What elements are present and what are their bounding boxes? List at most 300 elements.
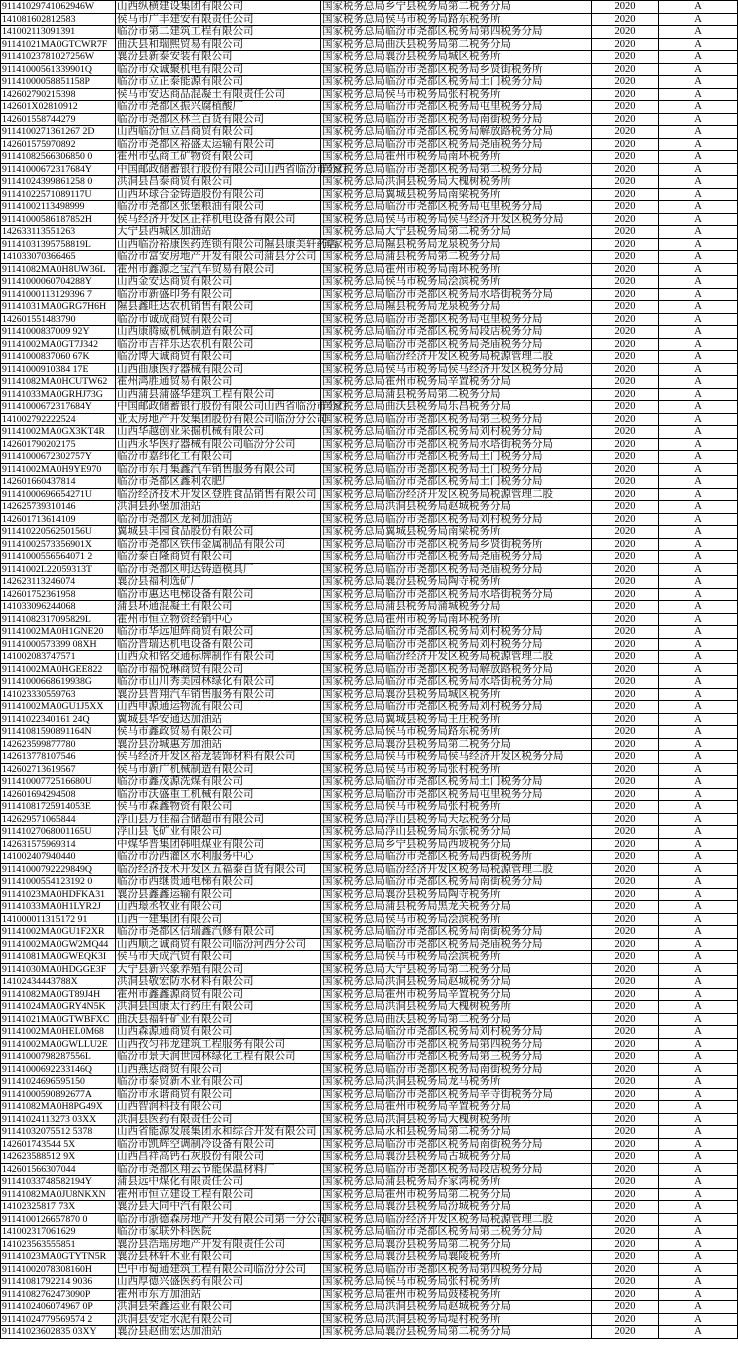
year-cell: 2020 [592,963,659,976]
credit-grade-cell: A [659,226,738,239]
credit-grade-cell: A [659,351,738,364]
taxpayer-name-cell: 洪洞县孙堡加油站 [116,501,321,514]
taxpayer-id-cell: 91141033MA0H1LYR2J [1,901,116,914]
tax-authority-cell: 国家税务总局霍州市税务局南环税务所 [321,613,592,626]
credit-grade-cell: A [659,1088,738,1101]
table-row [1,1251,738,1264]
credit-grade-cell: A [659,713,738,726]
taxpayer-name-cell: 山西一建集团有限公司 [116,913,321,926]
credit-grade-cell: A [659,251,738,264]
tax-authority-cell: 国家税务总局临汾市尧都区税务局段店税务分局 [321,326,592,339]
tax-authority-cell: 国家税务总局临汾市尧都区税务局南街税务分局 [321,113,592,126]
table-row [1,1188,738,1201]
taxpayer-name-cell: 浮山县万佳福合储超市有限公司 [116,813,321,826]
year-cell: 2020 [592,801,659,814]
year-cell: 2020 [592,863,659,876]
credit-grade-cell: A [659,876,738,889]
credit-grade-cell: A [659,676,738,689]
taxpayer-id-cell: 91141031MA0GRG7H6H [1,301,116,314]
taxpayer-id-cell: 141002792222524 [1,413,116,426]
taxpayer-name-cell: 临汾市福悦琳商贸有限公司 [116,663,321,676]
taxpayer-id-cell: 141023330559763 [1,688,116,701]
table-row [1,1288,738,1301]
table-row [1,551,738,564]
credit-grade-cell: A [659,563,738,576]
year-cell: 2020 [592,888,659,901]
credit-grade-cell: A [659,1213,738,1226]
table-row [1,188,738,201]
table-row [1,1263,738,1276]
taxpayer-id-cell: 91141081590891164N [1,726,116,739]
taxpayer-id-cell: 91141082MA0H8UW36L [1,263,116,276]
taxpayer-id-cell: 142602790215398 [1,88,116,101]
taxpayer-name-cell: 曲沃县和瑞熙贸易有限公司 [116,38,321,51]
taxpayer-name-cell: 襄汾县汾城惠芳加油站 [116,738,321,751]
taxpayer-id-cell: 91141000556564071 2 [1,551,116,564]
tax-authority-cell: 国家税务总局侯马市税务局浍滨税务所 [321,276,592,289]
tax-authority-cell: 国家税务总局乡宁县税务局西坡税务分局 [321,838,592,851]
taxpayer-id-cell: 142601558744279 [1,113,116,126]
year-cell: 2020 [592,101,659,114]
credit-grade-cell: A [659,1288,738,1301]
year-cell: 2020 [592,913,659,926]
tax-authority-cell: 国家税务总局临汾市尧都区税务局土门税务分局 [321,451,592,464]
year-cell: 2020 [592,276,659,289]
tax-authority-cell: 国家税务总局洪洞县税务局大槐树税务所 [321,1001,592,1014]
taxpayer-name-cell: 临汾市凯辉空调制冷设备有限公司 [116,1138,321,1151]
credit-grade-cell: A [659,288,738,301]
tax-authority-cell: 国家税务总局临汾市尧都区税务局尧庙税务分局 [321,138,592,151]
taxpayer-name-cell: 襄汾县福利选矿厂 [116,576,321,589]
year-cell: 2020 [592,588,659,601]
taxpayer-id-cell: 142601551483790 [1,313,116,326]
tax-authority-cell: 国家税务总局浮山县税务局天坛税务分局 [321,813,592,826]
table-row [1,13,738,26]
taxpayer-id-cell: 14102325817 73X [1,1201,116,1214]
year-cell: 2020 [592,713,659,726]
table-row [1,38,738,51]
taxpayer-id-cell: 91141002MA0GT7J342 [1,338,116,351]
taxpayer-id-cell: 91141000113129396 7 [1,288,116,301]
taxpayer-id-cell: 142602713619567 [1,763,116,776]
credit-grade-cell: A [659,663,738,676]
table-row [1,1176,738,1189]
table-row [1,701,738,714]
year-cell: 2020 [592,751,659,764]
taxpayer-id-cell: 142601713614109 [1,513,116,526]
table-row [1,101,738,114]
taxpayer-id-cell: 142601566307044 [1,1163,116,1176]
credit-grade-cell: A [659,926,738,939]
taxpayer-id-cell: 91141000692233146Q [1,1063,116,1076]
taxpayer-id-cell: 91141002MA0H9YE970 [1,463,116,476]
tax-authority-cell: 国家税务总局洪洞县税务局龙马税务所 [321,1076,592,1089]
credit-grade-cell: A [659,88,738,101]
taxpayer-name-cell: 临汾市尧都区铁伟金属制品有限公司 [116,538,321,551]
year-cell: 2020 [592,788,659,801]
taxpayer-name-cell: 洪洞县昌泰商贸有限公司 [116,176,321,189]
year-cell: 2020 [592,1126,659,1139]
tax-authority-cell: 国家税务总局临汾市尧都区税务局屯里税务分局 [321,313,592,326]
taxpayer-id-cell: 91141082566306850 0 [1,151,116,164]
tax-authority-cell: 国家税务总局霍州市税务局辛置税务分局 [321,376,592,389]
year-cell: 2020 [592,851,659,864]
taxpayer-name-cell: 侯马市新广机械制造有限公司 [116,763,321,776]
taxpayer-id-cell: 142601752361958 [1,588,116,601]
credit-grade-cell: A [659,801,738,814]
tax-authority-cell: 国家税务总局隰县税务局龙泉税务分局 [321,238,592,251]
taxpayer-id-cell: 91141000792229849Q [1,863,116,876]
credit-grade-cell: A [659,1188,738,1201]
taxpayer-name-cell: 蒲县环通混凝土有限公司 [116,601,321,614]
tax-authority-cell: 国家税务总局侯马市税务局浍滨税务所 [321,951,592,964]
tax-authority-cell: 国家税务总局翼城县税务局南梁税务所 [321,188,592,201]
taxpayer-name-cell: 中国邮政储蓄银行股份有限公司山西省临汾市分行 [117,401,348,412]
taxpayer-name-cell: 山西厚德兴盛医药有限公司 [116,1276,321,1289]
table-row [1,1213,738,1226]
taxpayer-id-cell: 91141002MA0GU1J5XX [1,701,116,714]
table-row [1,176,738,189]
tax-authority-cell: 国家税务总局侯马市税务局路东税务所 [321,13,592,26]
taxpayer-name-cell: 山西顺之诚商贸有限公司临汾河西分公司 [116,938,321,951]
taxpayer-name-cell: 临汾市景天润世园林绿化工程有限公司 [116,1051,321,1064]
year-cell: 2020 [592,51,659,64]
credit-grade-cell: A [659,976,738,989]
taxpayer-name-cell: 山西曲康医疗器械有限公司 [116,363,321,376]
tax-authority-cell: 国家税务总局襄汾县税务局汾城税务分局 [321,1201,592,1214]
taxpayer-name-cell: 临汾市东月集鑫汽车销售服务有限公司 [116,463,321,476]
year-cell: 2020 [592,1088,659,1101]
taxpayer-name-cell: 霍州市东方加油站 [116,1288,321,1301]
year-cell: 2020 [592,13,659,26]
credit-grade-cell: A [659,151,738,164]
taxpayer-name-cell: 临汾市立正泰能源有限公司 [116,76,321,89]
tax-authority-cell: 国家税务总局临汾市尧都区税务局水塔街税务分局 [321,438,592,451]
taxpayer-name-cell: 临汾市永谐商贸有限公司 [116,1088,321,1101]
taxpayer-id-cell: 142629571065844 [1,813,116,826]
table-row [1,1026,738,1039]
taxpayer-name-cell: 临汾市家联外科医院 [116,1226,321,1239]
taxpayer-id-cell: 91141002MA0HEL0M68 [1,1026,116,1039]
taxpayer-id-cell: 91141000060704288Y [1,276,116,289]
tax-authority-cell: 国家税务总局临汾市尧都区税务局第四税务分局 [321,1263,592,1276]
credit-grade-cell: A [659,1326,738,1339]
credit-grade-cell: A [659,1038,738,1051]
tax-authority-cell: 国家税务总局侯马市税务局张村税务所 [321,763,592,776]
tax-authority-cell: 国家税务总局翼城县税务局王庄税务所 [321,713,592,726]
year-cell: 2020 [592,538,659,551]
table-row [1,963,738,976]
tax-authority-cell: 国家税务总局隰县税务局龙泉税务分局 [321,301,592,314]
table-row [1,326,738,339]
taxpayer-id-cell: 142623588512 9X [1,1151,116,1164]
table-row [1,1313,738,1326]
taxpayer-id-cell: 91141000837060 67K [1,351,116,364]
tax-authority-cell: 国家税务总局临汾经济开发区税务局税源管理二股 [321,863,592,876]
credit-grade-cell: A [659,838,738,851]
credit-grade-cell: A [659,1113,738,1126]
taxpayer-id-cell: 91141082MA0JU8NKXN [1,1188,116,1201]
tax-authority-cell: 国家税务总局侯马市税务局张村税务所 [321,1276,592,1289]
year-cell: 2020 [592,163,659,176]
taxpayer-name-cell: 山西永华医疗器械有限公司临汾分公司 [116,438,321,451]
credit-grade-cell: A [659,263,738,276]
tax-authority-cell: 国家税务总局临汾市尧都区税务局第三税务分局 [321,1051,592,1064]
year-cell: 2020 [592,638,659,651]
year-cell: 2020 [592,63,659,76]
taxpayer-id-cell: 91141030MA0HDGGE3F [1,963,116,976]
table-row [1,251,738,264]
tax-authority-cell: 国家税务总局临汾市尧都区税务局土门税务分局 [321,476,592,489]
taxpayer-id-cell: 142601790202175 [1,438,116,451]
table-row [1,763,738,776]
tax-authority-cell: 国家税务总局蒲县税务局黑龙关税务分局 [321,901,592,914]
tax-authority-cell: 国家税务总局临汾市尧都区税务局解放路税务分局 [321,663,592,676]
table-row [1,713,738,726]
table-row [1,426,738,439]
table-row [1,613,738,626]
table-row [1,1013,738,1026]
taxpayer-id-cell: 9114100126657870 0 [1,1213,116,1226]
year-cell: 2020 [592,1038,659,1051]
tax-authority-cell: 国家税务总局临汾市尧都区税务局土门税务分局 [321,776,592,789]
tax-authority-cell: 国家税务总局曲沃县税务局第二税务分局 [321,38,592,51]
taxpayer-id-cell: 141033096244068 [1,601,116,614]
tax-authority-cell: 国家税务总局洪洞县税务局赵城税务分局 [321,1301,592,1314]
table-row [1,1151,738,1164]
taxpayer-id-cell: 9114102406074967 0P [1,1301,116,1314]
credit-grade-cell: A [659,1176,738,1189]
credit-grade-cell: A [659,488,738,501]
taxpayer-name-cell: 临汾市尧都区龙祠加油站 [116,513,321,526]
credit-grade-cell: A [659,638,738,651]
year-cell: 2020 [592,1013,659,1026]
year-cell: 2020 [592,1163,659,1176]
taxpayer-id-cell: 142625739310146 [1,501,116,514]
credit-grade-cell: A [659,138,738,151]
credit-grade-cell: A [659,963,738,976]
taxpayer-id-cell: 141002407940440 [1,851,116,864]
year-cell: 2020 [592,1201,659,1214]
table-row [1,951,738,964]
taxpayer-id-cell: 91141002MA0GX3KT4R [1,426,116,439]
year-cell: 2020 [592,763,659,776]
taxpayer-name-cell: 山西环球合金铸造股份有限公司 [116,188,321,201]
credit-grade-cell: A [659,826,738,839]
table-row [1,301,738,314]
credit-grade-cell: A [659,26,738,39]
table-row [1,1326,738,1339]
year-cell: 2020 [592,1026,659,1039]
taxpayer-name-cell: 霍州市鑫源之宝汽车贸易有限公司 [116,263,321,276]
taxpayer-name-cell: 临汾市尧都区张堡粮油有限公司 [116,201,321,214]
credit-grade-cell: A [659,851,738,864]
credit-grade-cell: A [659,738,738,751]
credit-grade-cell: A [659,363,738,376]
taxpayer-name-cell: 襄汾县大同中汽有限公司 [116,1201,321,1214]
credit-grade-cell: A [659,501,738,514]
table-row [1,376,738,389]
tax-authority-cell: 国家税务总局襄汾县税务局第二税务分局 [321,1238,592,1251]
year-cell: 2020 [592,1051,659,1064]
year-cell: 2020 [592,138,659,151]
taxpayer-name-cell: 襄汾县鑫鑫运输有限公司 [116,888,321,901]
credit-grade-cell: A [659,776,738,789]
credit-grade-cell: A [659,1226,738,1239]
tax-authority-cell: 国家税务总局临汾市尧都区税务局尧庙税务分局 [321,338,592,351]
table-row [1,588,738,601]
year-cell: 2020 [592,1238,659,1251]
credit-grade-cell: A [659,513,738,526]
taxpayer-name-cell: 襄汾县新泰安装有限公司 [116,51,321,64]
taxpayer-id-cell: 91141022056250156U [1,526,116,539]
tax-authority-cell: 国家税务总局洪洞县税务局赵城税务分局 [321,501,592,514]
credit-grade-cell: A [659,688,738,701]
year-cell: 2020 [592,1,659,14]
taxpayer-id-cell: 142623599877780 [1,738,116,751]
taxpayer-id-cell: 141002113091391 [1,26,116,39]
tax-authority-cell: 国家税务总局翼城县税务局南梁税务所 [321,526,592,539]
taxpayer-id-cell: 14102434443788X [1,976,116,989]
taxpayer-id-cell: 91141081725914053E [1,801,116,814]
taxpayer-name-cell: 临汾市山川秀美园林绿化有限公司 [116,676,321,689]
credit-grade-cell: A [659,1251,738,1264]
year-cell: 2020 [592,901,659,914]
year-cell: 2020 [592,301,659,314]
tax-authority-cell: 国家税务总局临汾市尧都区税务局尧庙税务分局 [321,563,592,576]
taxpayer-name-cell: 曲沃县福轩矿业有限公司 [116,1013,321,1026]
taxpayer-id-cell: 141081602812583 [1,13,116,26]
credit-grade-cell: A [659,1138,738,1151]
year-cell: 2020 [592,1263,659,1276]
tax-authority-cell: 国家税务总局临汾经济开发区税务局税源管理二股 [321,1213,592,1226]
tax-authority-cell: 国家税务总局襄汾县税务局城区税务所 [321,51,592,64]
table-row [1,926,738,939]
credit-grade-cell: A [659,988,738,1001]
taxpayer-name-cell: 亚太房地产开发集团股份有限公司临汾分公司 [117,413,327,425]
year-cell: 2020 [592,426,659,439]
year-cell: 2020 [592,613,659,626]
credit-grade-cell: A [659,626,738,639]
table-row [1,601,738,614]
year-cell: 2020 [592,513,659,526]
credit-grade-cell: A [659,1051,738,1064]
year-cell: 2020 [592,1076,659,1089]
credit-grade-cell: A [659,1238,738,1251]
year-cell: 2020 [592,1101,659,1114]
tax-authority-cell: 国家税务总局临汾市尧都区税务局南街税务分局 [321,1138,592,1151]
taxpayer-id-cell: 141033070366465 [1,251,116,264]
year-cell: 2020 [592,501,659,514]
credit-grade-cell: A [659,388,738,401]
taxpayer-name-cell: 山西金安达商贸有限公司 [116,276,321,289]
taxpayer-id-cell: 91141002113498999 [1,201,116,214]
taxpayer-name-cell: 山西燕达商贸有限公司 [116,1063,321,1076]
year-cell: 2020 [592,1176,659,1189]
taxpayer-id-cell: 91141000696654271U [1,488,116,501]
taxpayer-name-cell: 中国邮政储蓄银行股份有限公司山西省临汾市分行 [117,163,348,175]
credit-grade-cell: A [659,938,738,951]
tax-authority-cell: 国家税务总局蒲县税务局第二税务分局 [321,388,592,401]
taxpayer-name-cell: 临汾市尧都区振兴腐植酸厂 [116,101,321,114]
year-cell: 2020 [592,1113,659,1126]
credit-grade-cell: A [659,1013,738,1026]
taxpayer-name-cell: 洪洞县敬宏防水材料有限公司 [116,976,321,989]
table-row [1,513,738,526]
year-cell: 2020 [592,401,659,414]
credit-grade-cell: A [659,788,738,801]
table-row [1,313,738,326]
credit-grade-cell: A [659,1263,738,1276]
tax-authority-cell: 国家税务总局霍州市税务局辛置税务分局 [321,1101,592,1114]
credit-grade-cell: A [659,238,738,251]
tax-authority-cell: 国家税务总局临汾市尧都区税务局水塔街税务分局 [321,676,592,689]
tax-authority-cell: 国家税务总局临汾市尧都区税务局尧庙税务分局 [321,938,592,951]
taxpayer-name-cell: 侯马经济开发区正祥机电设备有限公司 [116,213,321,226]
taxpayer-id-cell: 91141082317095829L [1,613,116,626]
year-cell: 2020 [592,813,659,826]
credit-grade-cell: A [659,951,738,964]
tax-authority-cell: 国家税务总局侯马市税务局侯马经济开发区税务分局 [321,751,592,764]
credit-grade-cell: A [659,588,738,601]
credit-grade-cell: A [659,1201,738,1214]
taxpayer-name-cell: 翼城县丰园食品股份有限公司 [116,526,321,539]
year-cell: 2020 [592,388,659,401]
year-cell: 2020 [592,1288,659,1301]
year-cell: 2020 [592,1313,659,1326]
table-row [1,788,738,801]
table-row [1,526,738,539]
tax-authority-cell: 国家税务总局临汾市尧都区税务局第四税务分局 [321,26,592,39]
tax-authority-cell: 国家税务总局侯马市税务局侯马经济开发区税务分局 [321,363,592,376]
tax-authority-cell: 国家税务总局洪洞县税务局大槐树税务所 [321,176,592,189]
tax-authority-cell: 国家税务总局临汾经济开发区税务局税源管理二股 [321,351,592,364]
tax-authority-cell: 国家税务总局临汾市尧都区税务局土门税务分局 [321,76,592,89]
credit-grade-cell: A [659,863,738,876]
credit-grade-cell: A [659,113,738,126]
taxpayer-name-cell: 山西璟丞牧业有限公司 [116,901,321,914]
table-row [1,88,738,101]
taxpayer-name-cell: 临汾市诚成商贸有限公司 [116,313,321,326]
year-cell: 2020 [592,126,659,139]
taxpayer-name-cell: 临汾市鑫茂源洗煤有限公司 [116,776,321,789]
tax-authority-cell: 国家税务总局霍州市税务局鼓楼税务所 [321,1288,592,1301]
credit-grade-cell: A [659,426,738,439]
tax-authority-cell: 国家税务总局临汾市尧都区税务局刘村税务分局 [321,638,592,651]
tax-authority-cell: 国家税务总局襄汾县税务局古城税务分局 [321,1151,592,1164]
table-row [1,726,738,739]
tax-authority-cell: 国家税务总局临汾市尧都区税务局屯里税务分局 [321,788,592,801]
table-row [1,1088,738,1101]
taxpayer-id-cell: 91141024113273 03XX [1,1113,116,1126]
table-row [1,388,738,401]
credit-grade-cell: A [659,813,738,826]
taxpayer-id-cell: 91141002MA0GWLLU2E [1,1038,116,1051]
taxpayer-name-cell: 洪洞县医药有限责任公司 [116,1113,321,1126]
taxpayer-id-cell: 91141031395758819L [1,238,116,251]
year-cell: 2020 [592,476,659,489]
year-cell: 2020 [592,488,659,501]
taxpayer-name-cell: 襄汾县晋翔汽车销售服务有限公司 [116,688,321,701]
year-cell: 2020 [592,1251,659,1264]
tax-authority-cell: 国家税务总局临汾市尧都区税务局乡贤街税务所 [321,538,592,551]
tax-authority-cell: 国家税务总局临汾市尧都区税务局刘村税务分局 [321,426,592,439]
taxpayer-id-cell: 91141000672317684Y [1,401,116,414]
taxpayer-name-cell: 临汾市第二建筑工程有限公司 [116,26,321,39]
taxpayer-name-cell: 山西众和铭交通标牌制作有限公司 [116,651,321,664]
table-row [1,801,738,814]
taxpayer-name-cell: 洪洞县安定水泥有限公司 [116,1313,321,1326]
